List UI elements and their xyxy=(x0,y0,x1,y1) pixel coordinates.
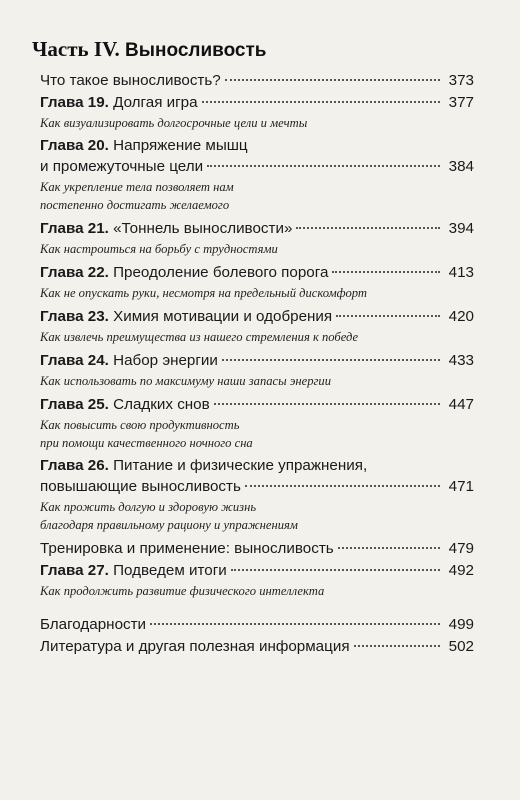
part-name: Выносливость xyxy=(125,40,267,61)
chapter-title xyxy=(40,614,146,636)
chapter-title xyxy=(40,306,332,328)
dot-leader xyxy=(231,569,440,571)
toc-entry-first-line xyxy=(40,456,474,476)
chapter-subtitle-line: Как не опускать руки, несмотря на предельный дискомфорт xyxy=(40,286,367,300)
chapter-subtitle xyxy=(40,328,474,346)
toc-entry[interactable] xyxy=(40,350,474,390)
toc-entry-line xyxy=(40,306,474,328)
dot-leader xyxy=(332,271,440,273)
toc-entry-first-line xyxy=(40,136,474,156)
chapter-subtitle-line: Как настроиться на борьбу с трудностями xyxy=(40,242,278,256)
toc-entry[interactable] xyxy=(40,306,474,346)
page-number: 499 xyxy=(448,616,474,633)
dot-leader xyxy=(336,315,440,317)
page-number: 413 xyxy=(448,264,474,281)
dot-leader xyxy=(338,547,440,549)
chapter-subtitle-line: Как продолжить развитие физического интеллекта xyxy=(40,584,325,598)
dot-leader xyxy=(202,101,440,103)
toc-entry-line xyxy=(40,262,474,284)
dot-leader xyxy=(245,485,440,487)
toc-entry[interactable] xyxy=(40,614,474,636)
toc-entry[interactable] xyxy=(40,538,474,560)
chapter-title-text: Набор энергии xyxy=(113,352,218,369)
chapter-title xyxy=(40,218,292,240)
page-number: 420 xyxy=(448,308,474,325)
chapter-subtitle xyxy=(40,178,474,214)
chapter-title xyxy=(40,476,241,498)
toc-entry-line xyxy=(40,156,474,178)
chapter-title-part: Питание и физические упражнения, xyxy=(113,457,368,474)
chapter-title xyxy=(40,156,203,178)
dot-leader xyxy=(222,359,440,361)
chapter-subtitle-line: постепенно достигать желаемого xyxy=(40,198,230,212)
chapter-label: Глава 22. xyxy=(40,264,109,281)
chapter-title xyxy=(40,560,227,582)
toc-entry-line xyxy=(40,636,474,658)
chapter-subtitle-line: Как визуализировать долгосрочные цели и мечты xyxy=(40,116,308,130)
page-number: 471 xyxy=(448,478,474,495)
chapter-title-text: повышающие выносливость xyxy=(40,478,241,495)
chapter-subtitle-line: Как использовать по максимуму наши запасы энергии xyxy=(40,374,332,388)
dot-leader xyxy=(354,645,440,647)
toc-entry[interactable] xyxy=(40,70,474,92)
dot-leader xyxy=(225,79,440,81)
chapter-title-text: Сладких снов xyxy=(113,396,210,413)
chapter-title-text: Литература и другая полезная информация xyxy=(40,638,350,655)
toc-entry-line xyxy=(40,218,474,240)
chapter-label: Глава 27. xyxy=(40,562,109,579)
chapter-subtitle-line: Как повысить свою продуктивность xyxy=(40,418,240,432)
chapter-title xyxy=(40,394,210,416)
chapter-title xyxy=(40,262,328,284)
chapter-label: Глава 21. xyxy=(40,220,109,237)
page-number: 479 xyxy=(448,540,474,557)
chapter-subtitle xyxy=(40,240,474,258)
toc-entry-line xyxy=(40,538,474,560)
chapter-label: Глава 25. xyxy=(40,396,109,413)
chapter-label: Глава 20. xyxy=(40,137,109,154)
chapter-title-text: Преодоление болевого порога xyxy=(113,264,329,281)
chapter-subtitle xyxy=(40,114,474,132)
toc-entry[interactable] xyxy=(40,136,474,214)
chapter-title-text: и промежуточные цели xyxy=(40,158,204,175)
page-number: 433 xyxy=(448,352,474,369)
chapter-title xyxy=(40,70,221,92)
page-number: 377 xyxy=(448,94,474,111)
toc-entry-line xyxy=(40,92,474,114)
toc-entry-line xyxy=(40,560,474,582)
toc-entry[interactable] xyxy=(40,218,474,258)
chapter-label: Глава 19. xyxy=(40,94,109,111)
chapter-subtitle xyxy=(40,284,474,302)
toc-entry[interactable] xyxy=(40,560,474,600)
table-of-contents xyxy=(40,70,474,658)
part-title xyxy=(32,36,474,64)
chapter-title-text: «Тоннель выносливости» xyxy=(113,220,293,237)
page-number: 373 xyxy=(448,72,474,89)
chapter-title-text: Тренировка и применение: выносливость xyxy=(40,540,334,557)
toc-entry[interactable] xyxy=(40,636,474,658)
chapter-subtitle-line: при помощи качественного ночного сна xyxy=(40,436,253,450)
page-number: 502 xyxy=(448,638,474,655)
toc-entry-line xyxy=(40,70,474,92)
toc-entry[interactable] xyxy=(40,92,474,132)
chapter-label: Глава 23. xyxy=(40,308,109,325)
toc-entry[interactable] xyxy=(40,262,474,302)
chapter-subtitle xyxy=(40,582,474,600)
page-number: 384 xyxy=(448,158,474,175)
chapter-title-text: Химия мотивации и одобрения xyxy=(113,308,333,325)
page-number: 394 xyxy=(448,220,474,237)
toc-entry-line xyxy=(40,350,474,372)
chapter-title xyxy=(40,350,218,372)
toc-entry-line xyxy=(40,394,474,416)
toc-entry-line xyxy=(40,614,474,636)
chapter-title xyxy=(40,92,198,114)
chapter-subtitle-line: Как укрепление тела позволяет нам xyxy=(40,180,234,194)
chapter-subtitle-line: благодаря правильному рациону и упражнениям xyxy=(40,518,298,532)
dot-leader xyxy=(296,227,440,229)
chapter-subtitle-line: Как прожить долгую и здоровую жизнь xyxy=(40,500,257,514)
chapter-title-text: Благодарности xyxy=(40,616,147,633)
part-prefix: Часть IV. xyxy=(32,37,120,61)
chapter-title-text: Долгая игра xyxy=(113,94,198,111)
toc-entry[interactable] xyxy=(40,456,474,534)
dot-leader xyxy=(207,165,440,167)
chapter-subtitle-line: Как извлечь преимущества из нашего стремления к победе xyxy=(40,330,359,344)
page-number: 492 xyxy=(448,562,474,579)
chapter-title-part: Напряжение мышц xyxy=(113,137,248,154)
toc-entry[interactable] xyxy=(40,394,474,452)
chapter-subtitle xyxy=(40,498,474,534)
page-number: 447 xyxy=(448,396,474,413)
dot-leader xyxy=(214,403,440,405)
chapter-title-text: Что такое выносливость? xyxy=(40,72,221,89)
chapter-subtitle xyxy=(40,372,474,390)
chapter-title xyxy=(40,636,350,658)
chapter-label: Глава 26. xyxy=(40,457,109,474)
chapter-label: Глава 24. xyxy=(40,352,109,369)
dot-leader xyxy=(150,623,440,625)
toc-entry-line xyxy=(40,476,474,498)
chapter-subtitle xyxy=(40,416,474,452)
chapter-title-text: Подведем итоги xyxy=(113,562,227,579)
chapter-title xyxy=(40,538,334,560)
